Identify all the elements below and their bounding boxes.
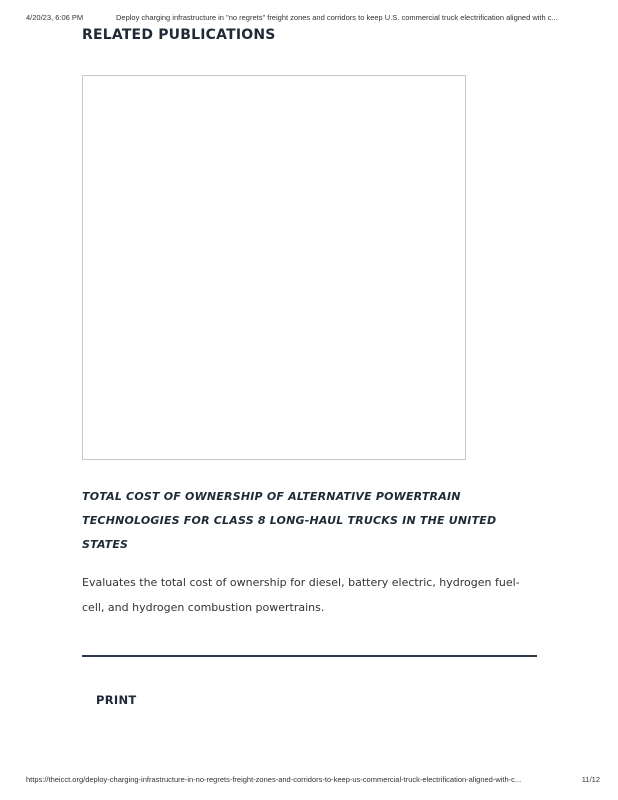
divider [82, 655, 537, 657]
page-number: 11/12 [581, 775, 600, 784]
publication-title-link[interactable]: TOTAL COST OF OWNERSHIP OF ALTERNATIVE POWERTRAIN TECHNOLOGIES FOR CLASS 8 LONG-HAUL TRUCKS IN THE UNITED STATES [82, 490, 497, 551]
print-page-title: Deploy charging infrastructure in "no regrets" freight zones and corridors to keep U.S. commercial truck electrification aligned with c... [116, 13, 558, 22]
publication-thumbnail[interactable] [82, 75, 466, 460]
print-header [26, 13, 600, 25]
publication-description: Evaluates the total cost of ownership for diesel, battery electric, hydrogen fuel-cell, and hydrogen combustion powertrains. [82, 576, 520, 614]
print-button[interactable]: PRINT [96, 693, 137, 707]
print-footer [26, 775, 600, 787]
print-url: https://theicct.org/deploy-charging-infrastructure-in-no-regrets-freight-zones-and-corridors-to-keep-us-commercial-truck-electrification-aligned-with-c... [26, 775, 522, 784]
related-publications-heading: RELATED PUBLICATIONS [82, 27, 276, 43]
print-date: 4/20/23, 6:06 PM [26, 13, 84, 22]
